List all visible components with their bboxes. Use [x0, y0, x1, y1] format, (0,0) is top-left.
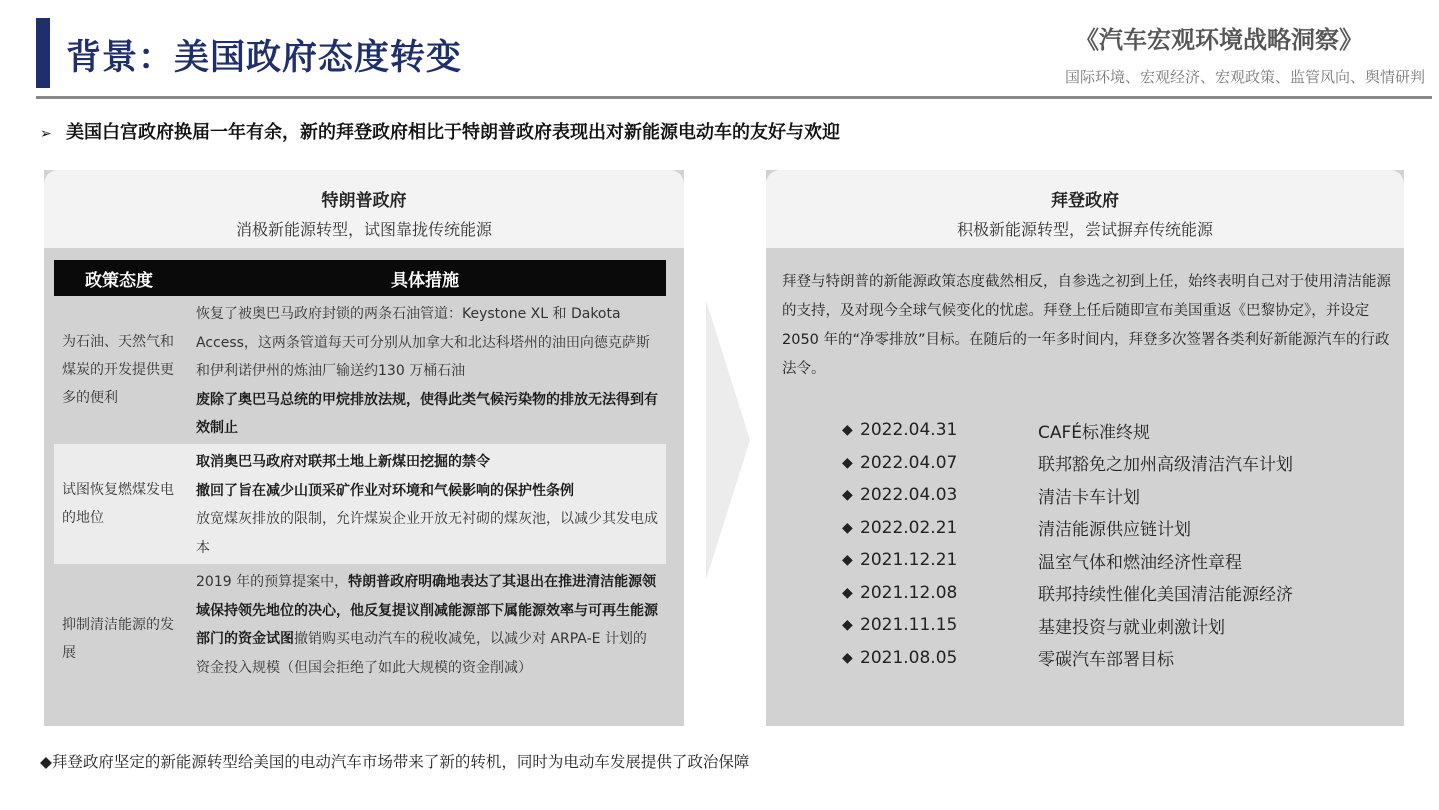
measure-text-plain: 撤销购买电动汽车的税收减免，以减少对 ARPA-E 计划的资金投入规模（但国会拒绝了如此大规模的资金削减）: [196, 631, 647, 676]
measure-text: [196, 568, 660, 682]
event-name: 零碳汽车部署目标: [1038, 650, 1174, 671]
measure-text: 恢复了被奥巴马政府封锁的两条石油管道：Keystone XL 和 Dakota Access，这两条管道每天可分别从加拿大和北达科塔州的油田向德克萨斯和伊利诺伊州的炼油厂输送约130 万桶石油: [196, 306, 650, 379]
event-name: 基建投资与就业刺激计划: [1038, 617, 1225, 638]
diamond-bullet-icon: ◆: [842, 649, 853, 666]
footer-conclusion: ◆拜登政府坚定的新能源转型给美国的电动汽车市场带来了新的转机，同时为电动车发展提供了政治保障: [40, 753, 750, 771]
event-name: 温室气体和燃油经济性章程: [1038, 552, 1242, 573]
measure-text: 废除了奥巴马总统的甲烷排放法规，使得此类气候污染物的排放无法得到有效制止: [196, 391, 658, 436]
diamond-bullet-icon: ◆: [842, 454, 853, 471]
table-row: [54, 444, 666, 564]
trump-panel: [44, 170, 684, 726]
trump-title: 特朗普政府: [321, 191, 407, 211]
biden-panel: [766, 170, 1404, 726]
row-measures: [184, 444, 666, 564]
table-header: [54, 260, 666, 296]
list-item: [842, 642, 1362, 675]
page-title: 背景：美国政府态度转变: [66, 38, 463, 78]
diamond-bullet-icon: ◆: [842, 519, 853, 536]
event-name: 清洁能源供应链计划: [1038, 520, 1191, 541]
list-item: [842, 609, 1362, 642]
measure-text: 撤回了旨在减少山顶采矿作业对环境和气候影响的保护性条例: [196, 482, 574, 499]
measure-text-bold: 特朗普政府明确地表达了其退出在推进清洁能源领域保持领先地位的决心，他反复提议削减能源部下属能源效率与可再生能源部门的资金试图: [196, 574, 658, 647]
event-name: 联邦持续性催化美国清洁能源经济: [1038, 585, 1293, 606]
list-item: [842, 512, 1362, 545]
trump-policy-table: [54, 260, 666, 714]
biden-subtitle: 积极新能源转型，尝试摒弃传统能源: [956, 220, 1213, 239]
col-attitude-header: 政策态度: [85, 270, 153, 291]
header-divider: [36, 96, 1432, 99]
measure-text: 放宽煤灰排放的限制，允许煤炭企业开放无衬砌的煤灰池，以减少其发电成本: [196, 511, 658, 556]
report-title: 《汽车宏观环境战略洞察》: [1075, 26, 1363, 54]
diamond-bullet-icon: ◆: [842, 422, 853, 439]
biden-event-list: [842, 414, 1362, 674]
biden-panel-header: [766, 170, 1404, 248]
event-date: 2021.11.15: [860, 615, 958, 636]
event-name: 联邦豁免之加州高级清洁汽车计划: [1038, 455, 1293, 476]
title-accent-bar: [36, 18, 50, 88]
event-name: 清洁卡车计划: [1038, 487, 1140, 508]
diamond-bullet-icon: ◆: [842, 617, 853, 634]
diamond-bullet-icon: ◆: [842, 487, 853, 504]
row-attitude: 为石油、天然气和煤炭的开发提供更多的便利: [62, 334, 174, 406]
measure-text: 取消奥巴马政府对联邦土地上新煤田挖掘的禁令: [196, 454, 490, 470]
row-attitude: 抑制清洁能源的发展: [62, 617, 174, 661]
row-measures: [184, 296, 666, 444]
list-item: [842, 414, 1362, 447]
event-date: 2021.12.21: [860, 550, 958, 571]
list-item: [842, 544, 1362, 577]
lead-statement: [40, 118, 840, 144]
event-date: 2022.04.07: [860, 452, 958, 473]
event-name: CAFÉ标准终规: [1038, 422, 1151, 443]
table-row: [54, 564, 666, 714]
list-item: [842, 577, 1362, 610]
diamond-bullet-icon: ◆: [842, 584, 853, 601]
col-measures-header: 具体措施: [391, 270, 459, 291]
diamond-bullet-icon: ◆: [842, 552, 853, 569]
biden-intro: 拜登与特朗普的新能源政策态度截然相反，自参选之初到上任，始终表明自己对于使用清洁能源的支持，及对现今全球气候变化的忧虑。拜登上任后随即宣布美国重返《巴黎协定》，并设定 2050 年的“净零排放”目标。在随后的一年多时间内，拜登多次签署各类利好新能源汽车的行政法令。: [782, 274, 1391, 377]
list-item: [842, 479, 1362, 512]
event-date: 2021.08.05: [860, 647, 958, 668]
list-item: [842, 447, 1362, 480]
row-attitude: 试图恢复燃煤发电的地位: [62, 482, 174, 526]
event-date: 2022.04.31: [860, 420, 958, 441]
measure-text-plain: 2019 年的预算提案中，: [196, 574, 349, 590]
report-subtitle: 国际环境、宏观经济、宏观政策、监管风向、舆情研判: [1064, 68, 1425, 86]
event-date: 2022.02.21: [860, 517, 958, 538]
transition-arrow-icon: [706, 300, 750, 580]
biden-title: 拜登政府: [1051, 191, 1119, 211]
lead-text: 美国白宫政府换届一年有余，新的拜登政府相比于特朗普政府表现出对新能源电动车的友好与欢迎: [66, 122, 840, 143]
trump-subtitle: 消极新能源转型，试图靠拢传统能源: [235, 220, 492, 239]
trump-panel-header: [44, 170, 684, 248]
arrow-bullet-icon: ➢: [40, 126, 52, 142]
table-row: [54, 296, 666, 444]
row-measures: [184, 564, 666, 714]
event-date: 2021.12.08: [860, 582, 958, 603]
event-date: 2022.04.03: [860, 485, 958, 506]
